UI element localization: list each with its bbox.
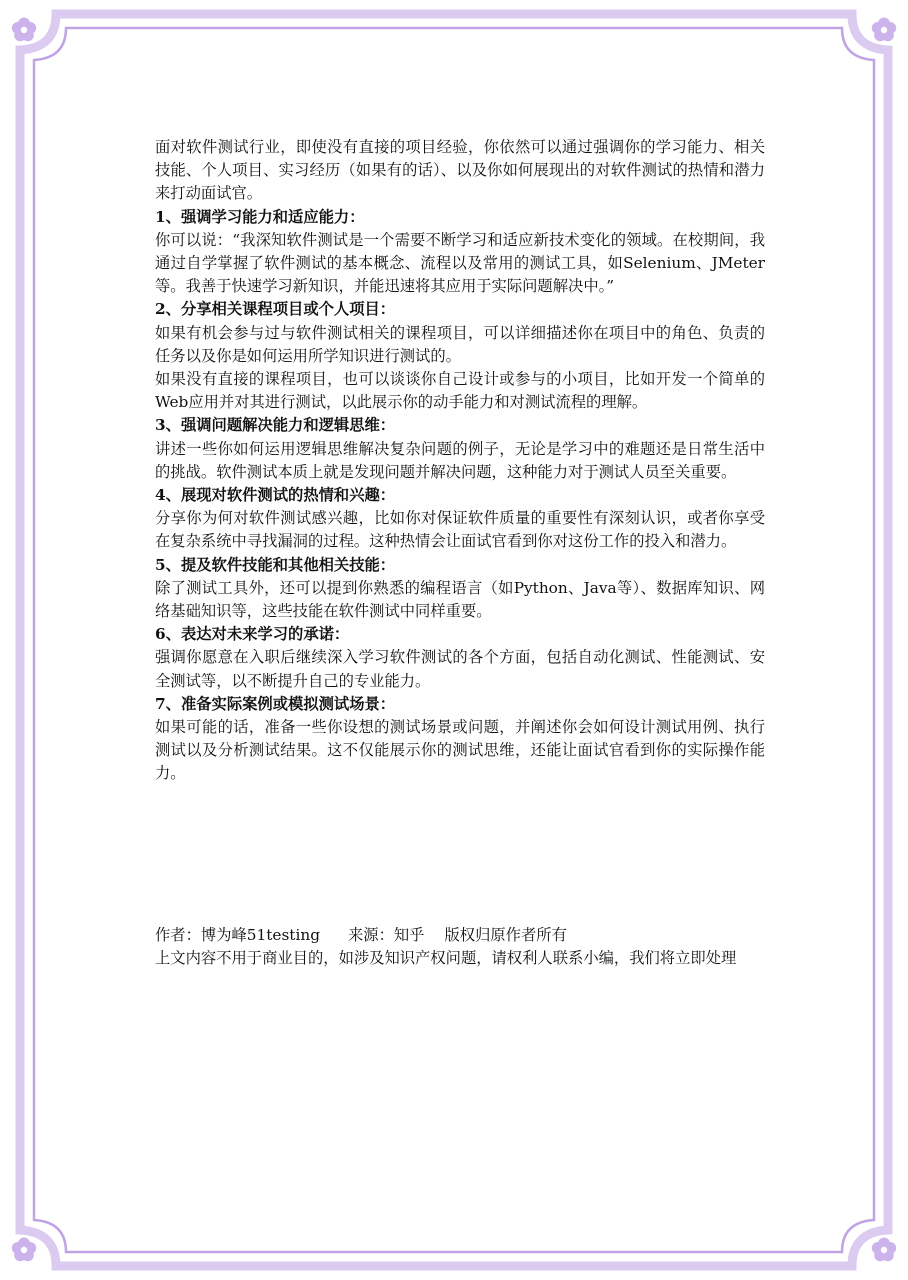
section-heading: 7、准备实际案例或模拟测试场景： — [155, 694, 396, 713]
section-heading: 2、分享相关课程项目或个人项目： — [155, 300, 396, 319]
section-paragraph: 分享你为何对软件测试感兴趣，比如你对保证软件质量的重要性有深刻认识，或者你享受在复杂系统中寻找漏洞的过程。这种热情会让面试官看到你对这份工作的投入和潜力。 — [155, 509, 765, 551]
section-heading: 4、展现对软件测试的热情和兴趣： — [155, 486, 396, 505]
section-paragraph: 如果有机会参与过与软件测试相关的课程项目，可以详细描述你在项目中的角色、负责的任务以及你是如何运用所学知识进行测试的。 — [155, 323, 765, 365]
copyright-notice: 版权归原作者所有 — [444, 926, 567, 944]
author-credit: 作者：博为峰51testing — [155, 926, 320, 944]
section-paragraph: 除了测试工具外，还可以提到你熟悉的编程语言（如Python、Java等）、数据库知识、网络基础知识等，这些技能在软件测试中同样重要。 — [155, 578, 765, 621]
section-paragraph: 你可以说：“我深知软件测试是一个需要不断学习和适应新技术变化的领域。在校期间，我通过自学掌握了软件测试的基本概念、流程以及常用的测试工具，如Selenium、JMeter等。我善于快速学习新知识，并能迅速将其应用于实际问题解决中。” — [155, 230, 765, 296]
section-paragraph: 强调你愿意在入职后继续深入学习软件测试的各个方面，包括自动化测试、性能测试、安全测试等，以不断提升自己的专业能力。 — [155, 648, 765, 690]
credit-line — [155, 924, 765, 947]
article-body — [155, 136, 765, 786]
section-heading: 6、表达对未来学习的承诺： — [155, 625, 350, 644]
section-heading: 5、提及软件技能和其他相关技能： — [155, 555, 396, 574]
source-credit: 来源：知乎 — [347, 926, 425, 944]
section-heading: 3、强调问题解决能力和逻辑思维： — [155, 416, 396, 435]
intro-paragraph: 面对软件测试行业，即使没有直接的项目经验，你依然可以通过强调你的学习能力、相关技能、个人项目、实习经历（如果有的话）、以及你如何展现出的对软件测试的热情和潜力来打动面试官。 — [155, 138, 765, 203]
article-footer — [155, 924, 765, 970]
section-heading: 1、强调学习能力和适应能力： — [155, 207, 365, 226]
section-paragraph: 如果可能的话，准备一些你设想的测试场景或问题，并阐述你会如何设计测试用例、执行测试以及分析测试结果。这不仅能展示你的测试思维，还能让面试官看到你的实际操作能力。 — [155, 718, 765, 783]
disclaimer-text: 上文内容不用于商业目的，如涉及知识产权问题，请权利人联系小编，我们将立即处理 — [155, 949, 737, 968]
section-paragraph: 如果没有直接的课程项目，也可以谈谈你自己设计或参与的小项目，比如开发一个简单的Web应用并对其进行测试，以此展示你的动手能力和对测试流程的理解。 — [155, 370, 765, 412]
section-paragraph: 讲述一些你如何运用逻辑思维解决复杂问题的例子，无论是学习中的难题还是日常生活中的挑战。软件测试本质上就是发现问题并解决问题，这种能力对于测试人员至关重要。 — [155, 439, 765, 481]
